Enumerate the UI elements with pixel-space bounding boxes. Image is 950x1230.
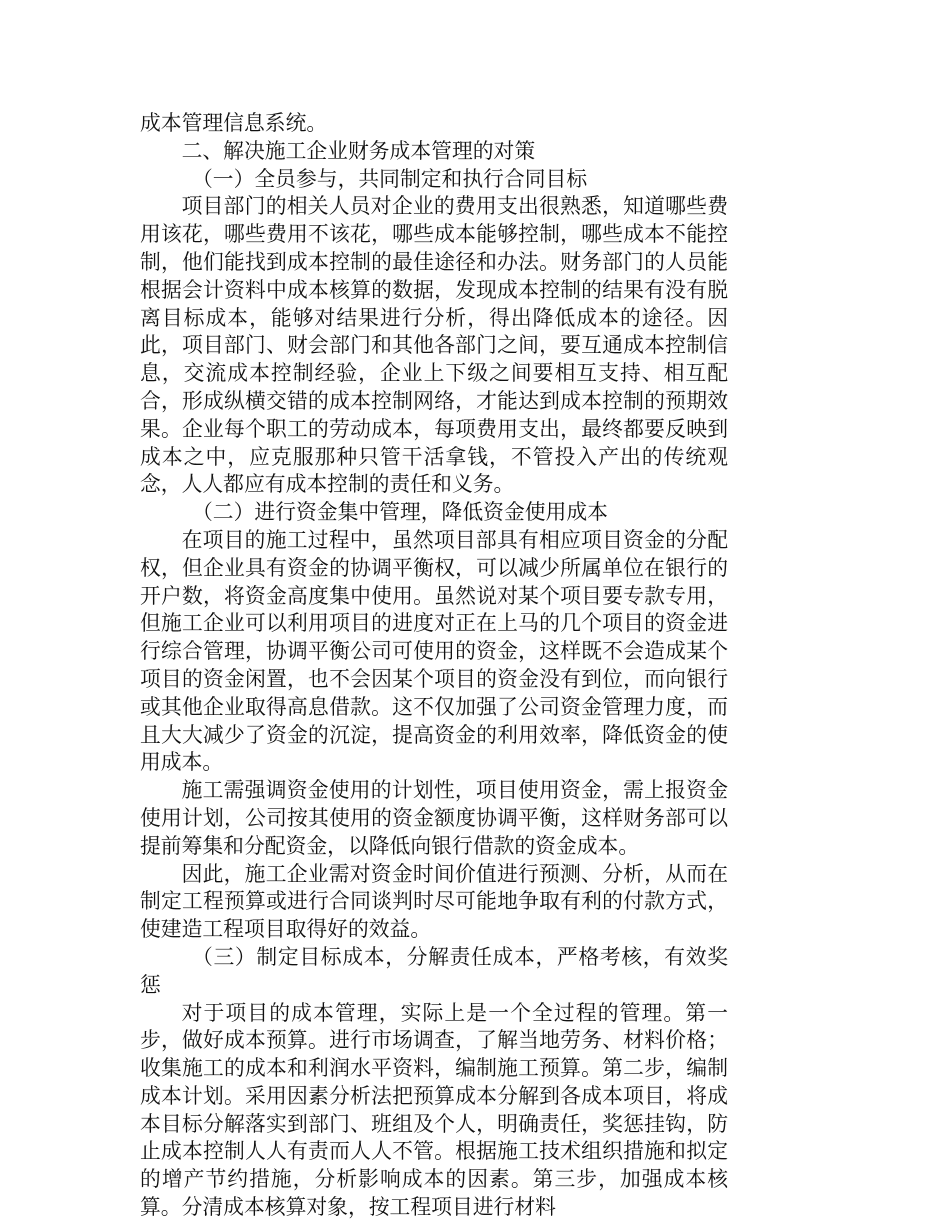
paragraph-fund-management: 在项目的施工过程中，虽然项目部具有相应项目资金的分配权，但企业具有资金的协调平衡权，可以减少所属单位在银行的开户数，将资金高度集中使用。虽然说对某个项目要专款专用，但施工企业可以利用项目的进度对正在上马的几个项目的资金进行综合管理，协调平衡公司可使用的资金，这样既不会造成某个项目的资金闲置，也不会因某个项目的资金没有到位，而向银行或其他企业取得高息借款。这不仅加强了公司资金管理力度，而且大大减少了资金的沉淀，提高资金的利用效率，降低资金的使用成本。 [140, 527, 728, 775]
subheading-fund-centralization: （二）进行资金集中管理，降低资金使用成本 [192, 500, 608, 525]
document-page [140, 110, 728, 1222]
paragraph-cost-process: 对于项目的成本管理，实际上是一个全过程的管理。第一步，做好成本预算。进行市场调查，了解当地劳务、材料价格；收集施工的成本和利润水平资料，编制施工预算。第二步，编制成本计划。采用因素分析法把预算成本分解到各成本项目，将成本目标分解落实到部门、班组及个人，明确责任，奖惩挂钩，防止成本控制人人有责而人人不管。根据施工技术组织措施和拟定的增产节约措施，分析影响成本的因素。第三步，加强成本核算。分清成本核算对象，按工程项目进行材料 [140, 1000, 728, 1220]
paragraph-fund-planning: 施工需强调资金使用的计划性，项目使用资金，需上报资金使用计划，公司按其使用的资金额度协调平衡，这样财务部可以提前筹集和分配资金，以降低向银行借款的资金成本。 [140, 778, 728, 858]
paragraph-project-department: 项目部门的相关人员对企业的费用支出很熟悉，知道哪些费用该花，哪些费用不该花，哪些成本能够控制，哪些成本不能控制，他们能找到成本控制的最佳途径和办法。财务部门的人员能根据会计资料中成本核算的数据，发现成本控制的结果有没有脱离目标成本，能够对结果进行分析，得出降低成本的途径。因此，项目部门、财会部门和其他各部门之间，要互通成本控制信息，交流成本控制经验，企业上下级之间要相互支持、相互配合，形成纵横交错的成本控制网络，才能达到成本控制的预期效果。企业每个职工的劳动成本，每项费用支出，最终都要反映到成本之中，应克服那种只管干活拿钱，不管投入产出的传统观念，人人都应有成本控制的责任和义务。 [140, 194, 728, 497]
paragraph-continuation: 成本管理信息系统。 [140, 111, 328, 135]
subheading-full-participation: （一）全员参与，共同制定和执行合同目标 [192, 166, 588, 191]
subheading-target-cost: （三）制定目标成本，分解责任成本，严格考核，有效奖惩 [140, 944, 728, 997]
paragraph-time-value: 因此，施工企业需对资金时间价值进行预测、分析，从而在制定工程预算或进行合同谈判时尽可能地争取有利的付款方式，使建造工程项目取得好的效益。 [140, 861, 728, 942]
section-heading-countermeasures: 二、解决施工企业财务成本管理的对策 [181, 138, 536, 163]
